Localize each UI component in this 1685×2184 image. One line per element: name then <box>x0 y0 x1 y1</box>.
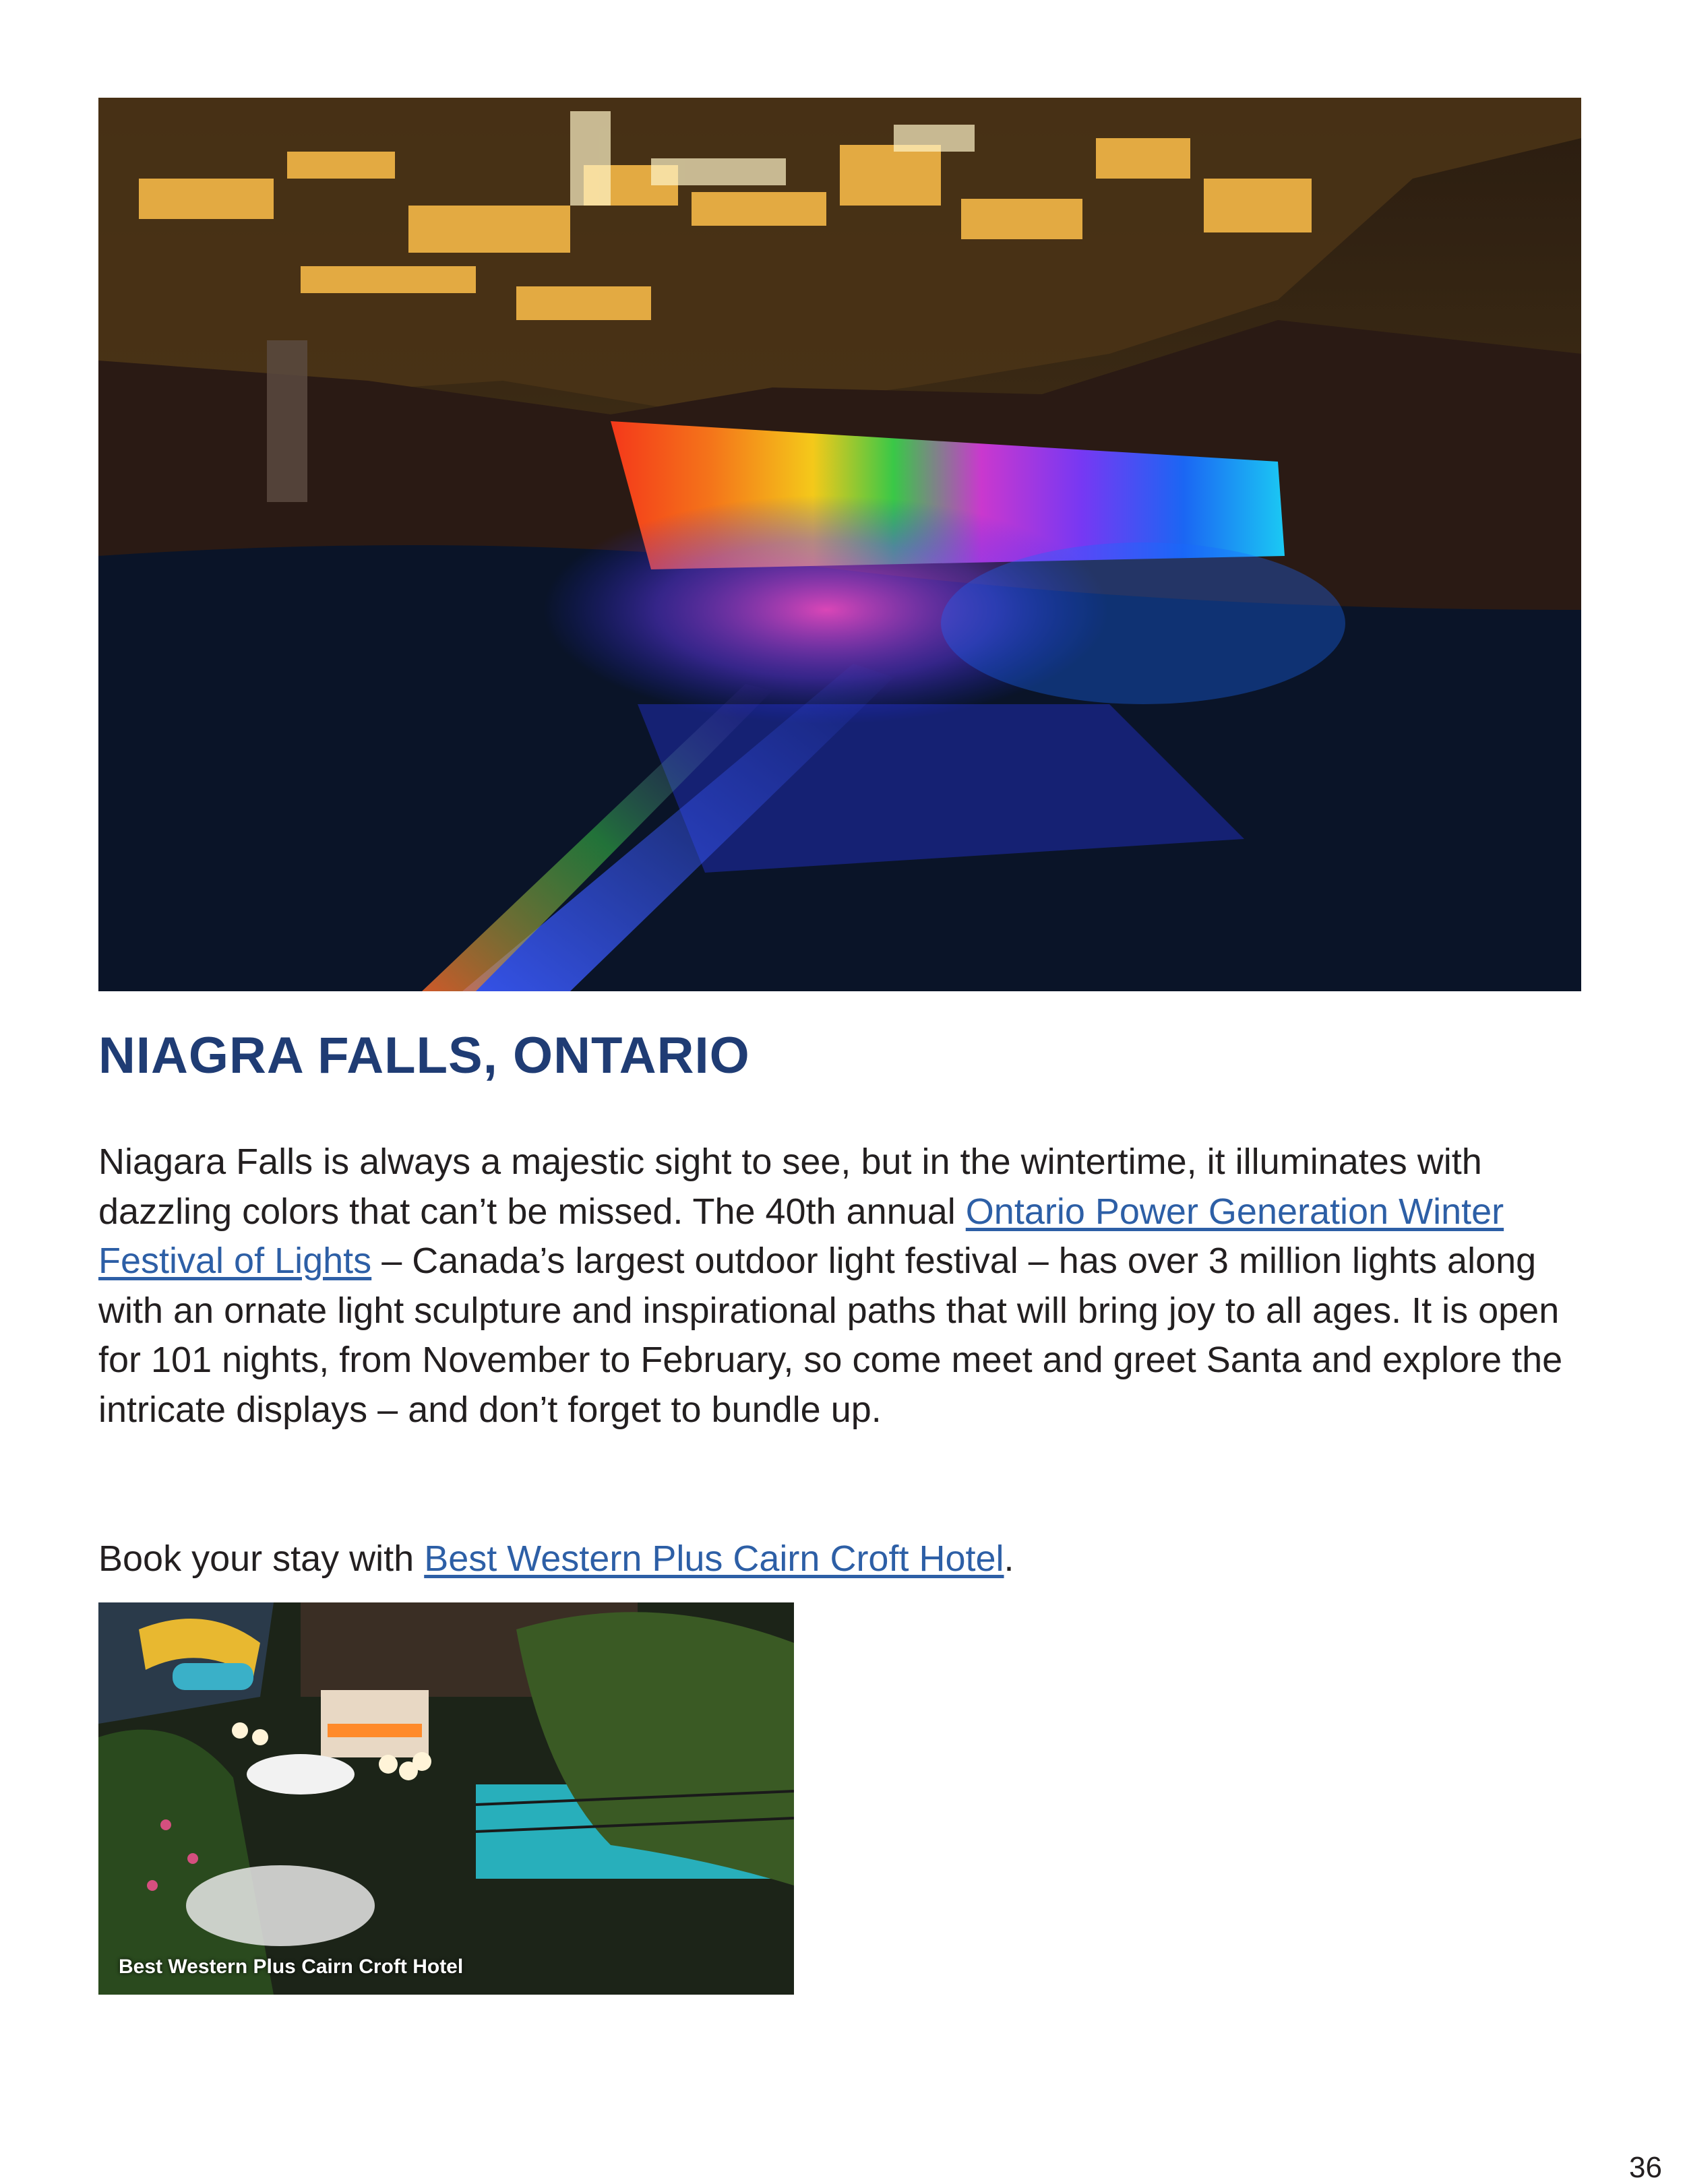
description-text-part2: – Canada’s largest outdoor light festival – has over 3 million lights along with an ornate light sculpture and inspirational paths that will bring joy to all ages. It is open for 101 nights, from November to February, so come meet and greet Santa and explore the intricate displays – and don’t forget to bundle up. <box>98 1241 1563 1430</box>
hero-photo-niagara-falls <box>98 98 1581 991</box>
description-text-part1: Niagara Falls is always a majestic sight to see, but in the wintertime, it illuminates with dazzling colors that can’t be missed. The 40th annual <box>98 1142 1482 1232</box>
description-paragraph <box>98 1137 1568 1435</box>
festival-of-lights-link[interactable]: Ontario Power Generation Winter Festival of Lights <box>98 1191 1504 1281</box>
hotel-photo-caption: Best Western Plus Cairn Croft Hotel <box>119 1956 464 1978</box>
booking-suffix: . <box>1004 1538 1014 1579</box>
hotel-photo <box>98 1602 794 1995</box>
niagara-falls-image <box>98 98 1581 991</box>
booking-line <box>98 1534 1014 1584</box>
booking-prefix: Book your stay with <box>98 1538 425 1579</box>
page-title: NIAGRA FALLS, ONTARIO <box>98 1027 750 1084</box>
hotel-pool-image <box>98 1602 794 1995</box>
page-number: 36 <box>1629 2151 1662 2184</box>
hotel-link[interactable]: Best Western Plus Cairn Croft Hotel <box>424 1538 1004 1579</box>
